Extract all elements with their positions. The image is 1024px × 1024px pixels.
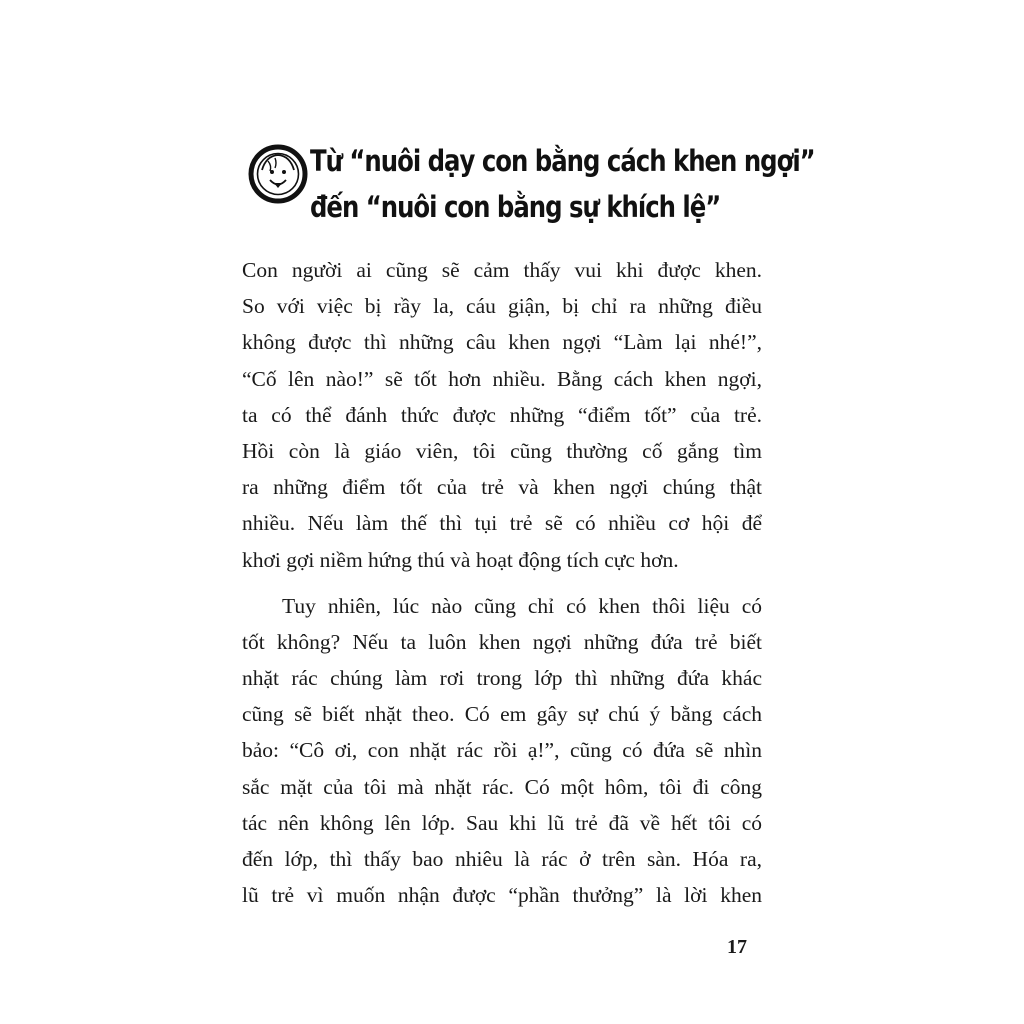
text-line: cũng sẽ biết nhặt theo. Có em gây sự chú ý bằng cách: [242, 702, 762, 727]
text-line: không được thì những câu khen ngợi “Làm lại nhé!”,: [242, 330, 762, 355]
text-line: nhiều. Nếu làm thế thì tụi trẻ sẽ có nhiều cơ hội để: [242, 511, 762, 536]
text-line: Hồi còn là giáo viên, tôi cũng thường cố gắng tìm: [242, 438, 762, 463]
text-line: So với việc bị rầy la, cáu giận, bị chỉ ra những điều: [242, 294, 762, 319]
paragraph-1: [242, 252, 762, 578]
text-line: nhặt rác chúng làm rơi trong lớp thì những đứa khác: [242, 666, 762, 691]
text-line: tốt không? Nếu ta luôn khen ngợi những đứa trẻ biết: [242, 629, 762, 654]
paragraph-2: [242, 588, 762, 914]
child-face-icon: [248, 144, 308, 204]
text-line: Con người ai cũng sẽ cảm thấy vui khi được khen.: [242, 258, 762, 282]
heading-line-1: Từ “nuôi dạy con bằng cách khen ngợi”: [310, 144, 815, 178]
page-number: 17: [727, 936, 747, 958]
text-line: Tuy nhiên, lúc nào cũng chỉ có khen thôi liệu có: [282, 593, 762, 618]
text-line: sắc mặt của tôi mà nhặt rác. Có một hôm, tôi đi công: [242, 774, 762, 799]
heading-line-2: đến “nuôi con bằng sự khích lệ”: [310, 190, 721, 224]
text-line: “Cố lên nào!” sẽ tốt hơn nhiều. Bằng cách khen ngợi,: [242, 366, 762, 391]
text-line: bảo: “Cô ơi, con nhặt rác rồi ạ!”, cũng có đứa sẽ nhìn: [242, 738, 762, 763]
text-line: tác nên không lên lớp. Sau khi lũ trẻ đã về hết tôi có: [242, 810, 762, 835]
text-line: đến lớp, thì thấy bao nhiêu là rác ở trên sàn. Hóa ra,: [242, 847, 762, 871]
body-text: [242, 252, 762, 913]
text-line: ta có thể đánh thức được những “điểm tốt” của trẻ.: [242, 402, 762, 427]
text-line: lũ trẻ vì muốn nhận được “phần thưởng” là lời khen: [242, 883, 762, 908]
text-line: khơi gợi niềm hứng thú và hoạt động tích cực hơn.: [242, 547, 679, 572]
text-line: ra những điểm tốt của trẻ và khen ngợi chúng thật: [242, 475, 762, 500]
